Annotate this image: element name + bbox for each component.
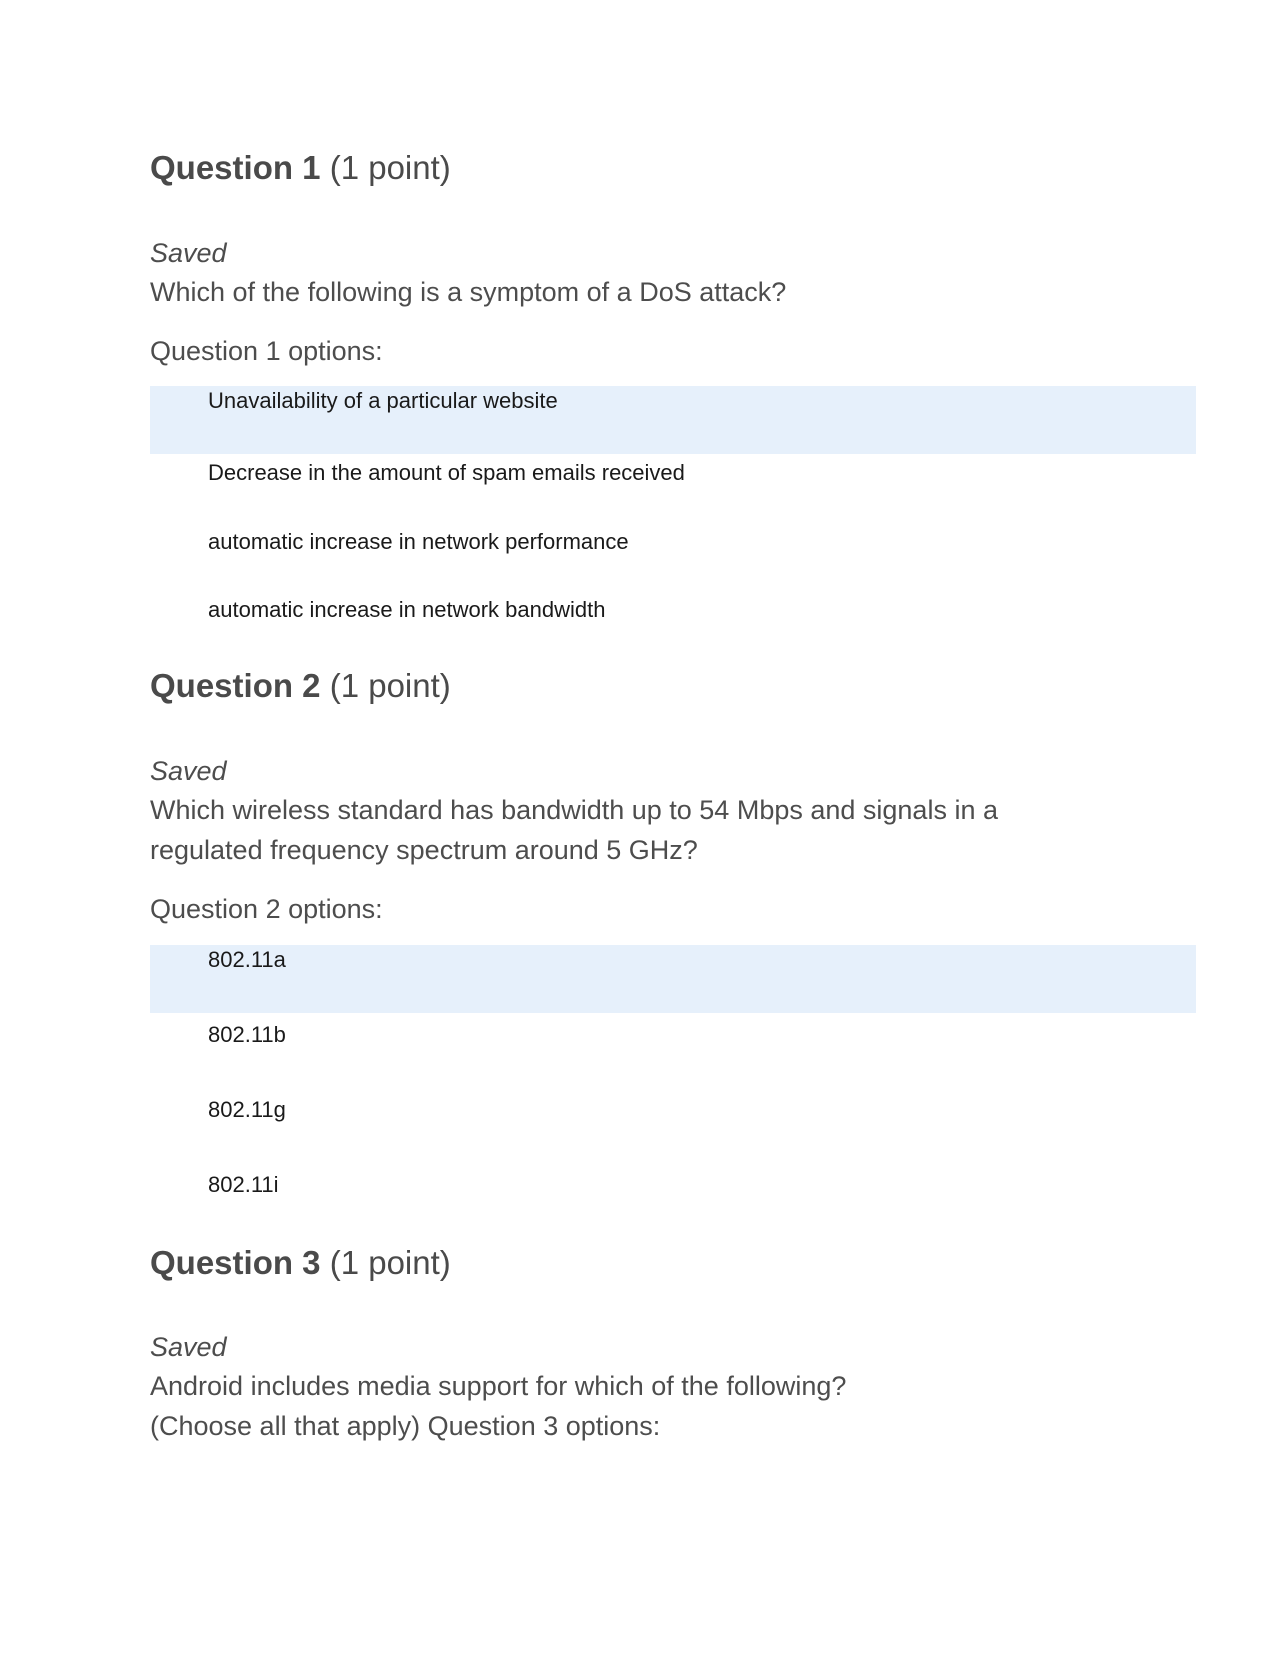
question-points: (1 point): [329, 667, 451, 704]
option-label: automatic increase in network bandwidth: [208, 597, 606, 622]
question-3-heading: [150, 1243, 451, 1283]
question-2-option-4[interactable]: [150, 1170, 1196, 1238]
saved-status: Saved: [150, 756, 227, 786]
option-label: automatic increase in network performance: [208, 529, 629, 554]
question-title: Question 3: [150, 1244, 321, 1281]
question-title: Question 2: [150, 667, 321, 704]
question-1-option-2[interactable]: [150, 458, 1196, 526]
option-label: Unavailability of a particular website: [208, 388, 558, 413]
question-text: [150, 1366, 1050, 1446]
question-text-line: (Choose all that apply) Question 3 options:: [150, 1411, 661, 1441]
question-1-heading: [150, 148, 451, 188]
question-1-option-1[interactable]: [150, 386, 1196, 454]
option-label: 802.11a: [208, 947, 286, 972]
question-text-line: Android includes media support for which of the following?: [150, 1371, 847, 1401]
saved-status: Saved: [150, 1332, 227, 1362]
question-2-option-2[interactable]: [150, 1020, 1196, 1088]
option-label: 802.11i: [208, 1172, 279, 1197]
question-2-option-3[interactable]: [150, 1095, 1196, 1163]
question-text-line: Which wireless standard has bandwidth up to 54 Mbps and signals in a: [150, 795, 998, 825]
question-2-heading: [150, 666, 451, 706]
question-text: Which of the following is a symptom of a DoS attack?: [150, 277, 787, 307]
question-points: (1 point): [329, 149, 451, 186]
question-text-line: regulated frequency spectrum around 5 GHz?: [150, 835, 698, 865]
saved-status: Saved: [150, 238, 227, 268]
question-1-option-4[interactable]: [150, 595, 1196, 663]
option-label: Decrease in the amount of spam emails received: [208, 460, 685, 485]
options-label: Question 2 options:: [150, 894, 383, 924]
question-1-option-3[interactable]: [150, 527, 1196, 595]
option-label: 802.11g: [208, 1097, 286, 1122]
options-label: Question 1 options:: [150, 336, 383, 366]
question-2-option-1[interactable]: [150, 945, 1196, 1013]
option-label: 802.11b: [208, 1022, 286, 1047]
question-points: (1 point): [329, 1244, 451, 1281]
question-text: [150, 790, 1050, 870]
question-title: Question 1: [150, 149, 321, 186]
